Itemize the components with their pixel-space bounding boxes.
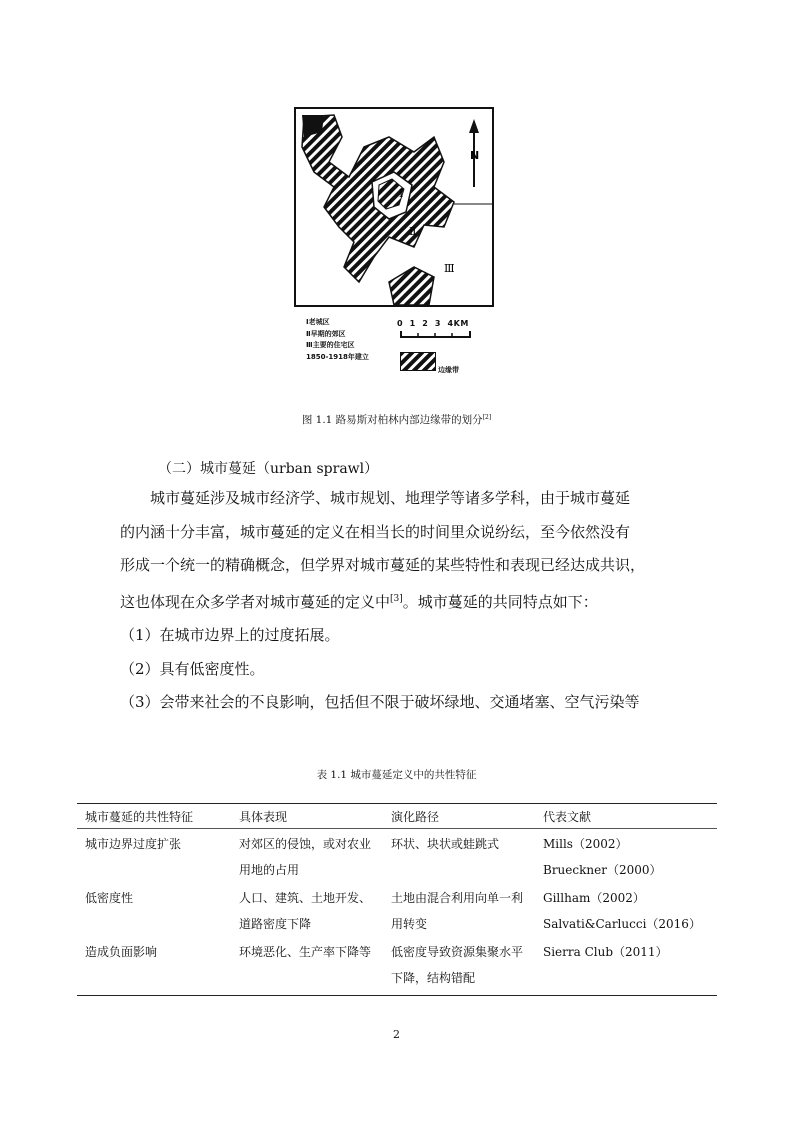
list-item: （2）具有低密度性。 <box>120 659 265 678</box>
table-header-row <box>77 804 717 829</box>
column-header: 演化路径 <box>383 804 535 829</box>
table-cell: 低密度导致资源集聚水平下降，结构错配 <box>383 937 535 996</box>
page-number: 2 <box>393 1028 400 1041</box>
table-cell: 城市边界过度扩张 <box>85 837 182 851</box>
table-cell: 土地由混合利用向单一利用转变 <box>391 891 524 931</box>
svg-text:N: N <box>470 149 480 162</box>
para-line: 形成一个统一的精确概念，但学界对城市蔓延的某些特性和表现已经达成共识， <box>120 556 646 574</box>
column-header: 城市蔓延的共性特征 <box>77 804 231 829</box>
legend-item: Ⅰ老城区 <box>306 318 330 326</box>
fringe-swatch <box>400 352 436 371</box>
column-header: 具体表现 <box>231 804 383 829</box>
map-legend <box>306 317 369 363</box>
table-cell: 人口、建筑、土地开发、道路密度下降 <box>239 891 372 931</box>
list-item: （1）在城市边界上的过度拓展。 <box>120 626 340 644</box>
table-row <box>77 883 717 937</box>
body-paragraph <box>120 482 680 720</box>
table-cell: 造成负面影响 <box>77 937 231 996</box>
figure-caption: 图 1.1 路易斯对柏林内部边缘带的划分[2] <box>301 414 492 426</box>
table-caption: 表 1.1 城市蔓延定义中的共性特征 <box>316 769 477 781</box>
table-row <box>77 829 717 884</box>
berlin-fringe-map <box>294 107 494 307</box>
scale-labels: 0 1 2 3 4KM <box>397 319 469 328</box>
section-subheading: （二）城市蔓延（urban sprawl） <box>158 461 379 477</box>
para-line: 城市蔓延涉及城市经济学、城市规划、地理学等诸多学科，由于城市蔓延 <box>150 489 631 507</box>
zone-label-3: Ⅲ <box>444 262 455 275</box>
table-row <box>77 937 717 996</box>
para-line: 的内涵十分丰富，城市蔓延的定义在相当长的时间里众说纷纭，至今依然没有 <box>120 522 631 541</box>
table-cell: Gillham（2002） Salvati&Carlucci（2016） <box>543 891 701 931</box>
zone-label-2: Ⅱ <box>409 225 417 238</box>
legend-item: Ⅲ主要的住宅区 <box>306 341 355 349</box>
table-cell: 对郊区的侵蚀，或对农业用地的占用 <box>239 837 372 877</box>
legend-item: 1850-1918年建立 <box>306 352 369 361</box>
para-line: 这也体现在众多学者对城市蔓延的定义中[3]。城市蔓延的共同特点如下： <box>120 592 598 611</box>
figure-berlin-fringe <box>286 103 510 385</box>
table-cell: Sierra Club（2011） <box>535 937 717 996</box>
list-item: （3）会带来社会的不良影响，包括但不限于破坏绿地、交通堵塞、空气污染等 <box>120 693 640 711</box>
legend-item: Ⅱ早期的郊区 <box>306 329 346 338</box>
fringe-legend-label: 边缘带 <box>438 366 459 374</box>
table-cell: 环状、块状或蛙跳式 <box>391 837 500 851</box>
features-table <box>77 803 717 996</box>
zone-label-1: Ⅰ <box>399 187 404 200</box>
column-header: 代表文献 <box>535 804 717 829</box>
table-cell: 低密度性 <box>85 891 134 905</box>
table-cell: 环境恶化、生产率下降等 <box>231 937 383 996</box>
table-cell: Mills（2002） Brueckner（2000） <box>543 837 662 877</box>
scale-bar <box>400 331 472 339</box>
